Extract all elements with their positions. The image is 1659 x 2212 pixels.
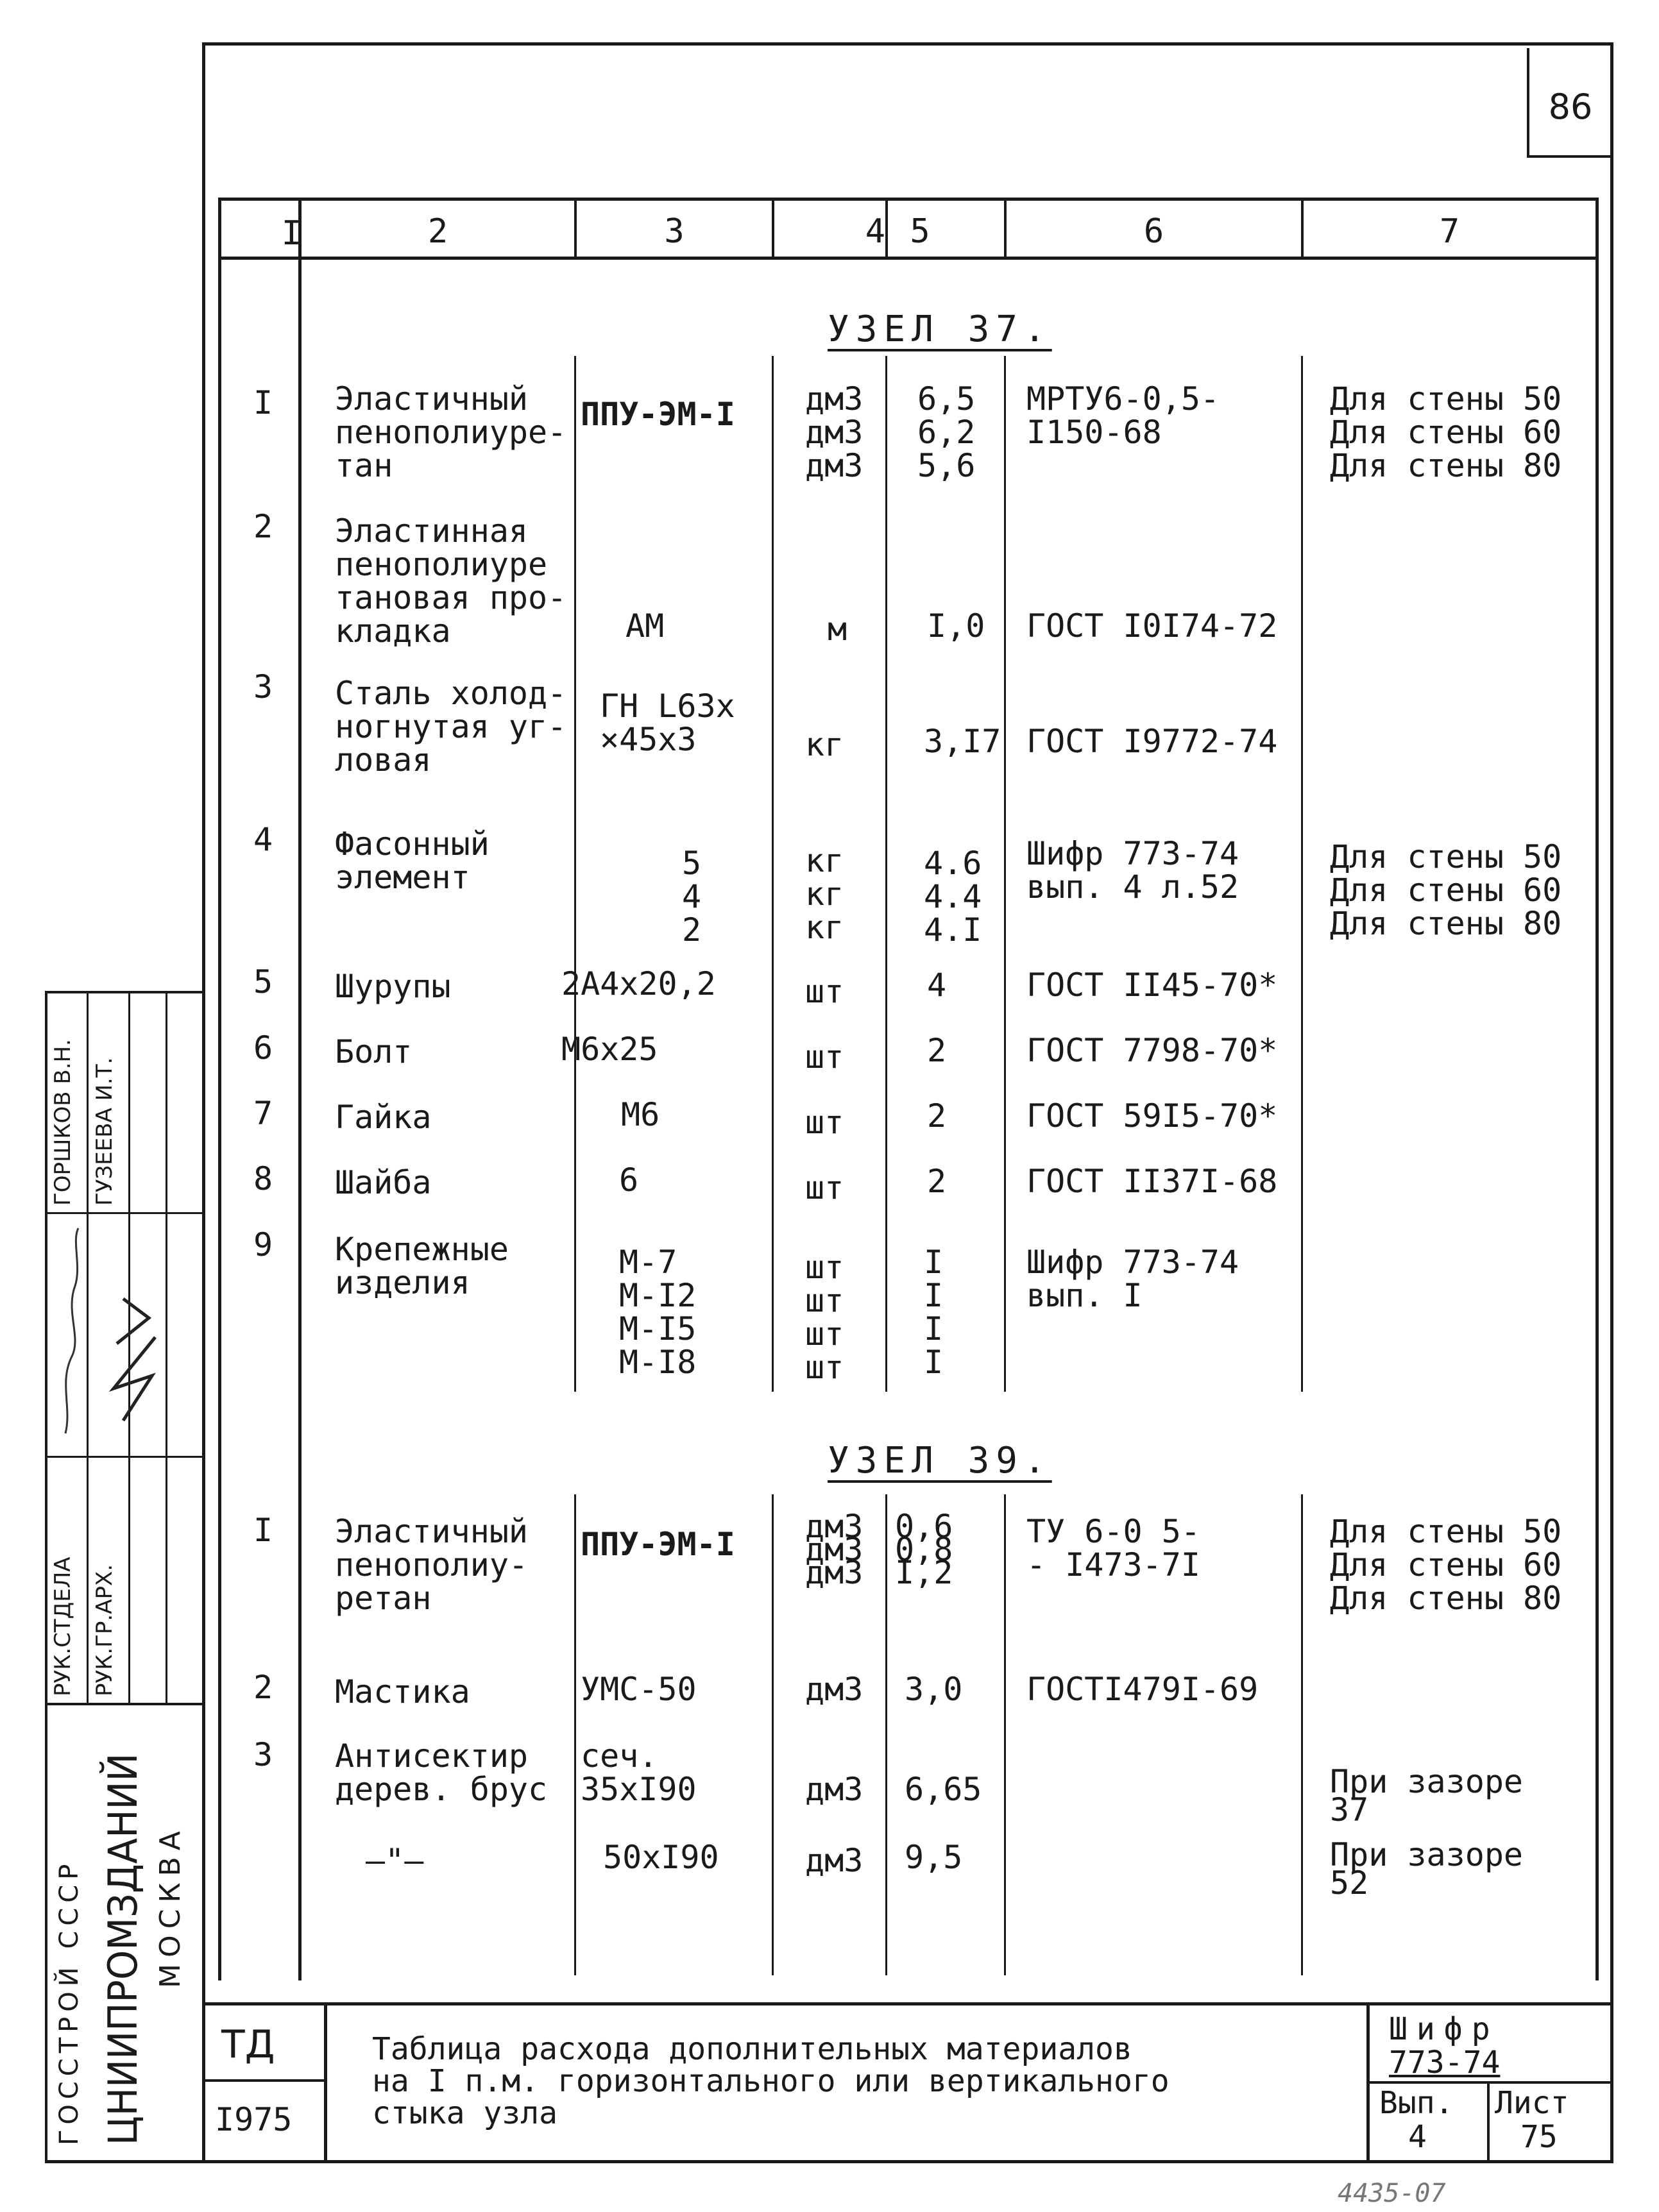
titleblock-top	[202, 2002, 1613, 2005]
stamp-role-1: РУК.СТДЕЛА	[50, 1557, 76, 1696]
titleblock-vyp-label: Вып.	[1379, 2085, 1454, 2121]
s1-r1-note: Для стены 50 Для стены 60 Для стены 80	[1330, 380, 1562, 484]
col-divider-4-s1	[885, 356, 887, 1392]
s2-r4-mark: 50хI90	[603, 1839, 719, 1876]
col-divider-3-s2	[772, 1494, 774, 1975]
s1-r5-qty: 4	[927, 967, 947, 1004]
s1-r1-name: Эластичный пенополиуре- тан	[335, 380, 567, 484]
s1-r2-num: 2	[253, 508, 273, 545]
s1-r4-note: Для стены 50 Для стены 60 Для стены 80	[1330, 838, 1562, 942]
s1-r2-mark: АМ	[625, 607, 665, 645]
s2-r3-note: При зазоре 37	[1330, 1763, 1524, 1828]
s1-r1-unit: дм3 дм3 дм3	[805, 380, 864, 484]
s2-r1-qty: 0,6 0,8 I,2	[895, 1508, 953, 1591]
s1-r2-unit: м	[828, 611, 847, 648]
s2-r2-num: 2	[253, 1669, 273, 1706]
s2-r3-qty: 6,65	[905, 1771, 982, 1808]
s2-r2-name: Мастика	[335, 1673, 470, 1710]
header-col-3: 3	[664, 212, 685, 251]
s1-r7-unit: шт	[805, 1104, 844, 1141]
s1-r6-unit: шт	[805, 1038, 844, 1076]
frame-right	[1610, 42, 1613, 2163]
stamp-row-1	[45, 1212, 205, 1214]
titleblock-list-divider	[1487, 2081, 1490, 2161]
stamp-name-1: ГОРШКОВ В.Н.	[50, 1039, 76, 1206]
s2-r1-unit: дм3 дм3 дм3	[805, 1508, 864, 1591]
titleblock-left-divider	[324, 2002, 327, 2163]
s1-r7-doc: ГОСТ 59I5-70*	[1026, 1097, 1278, 1135]
s1-r5-unit: шт	[805, 973, 844, 1010]
s1-r3-name: Сталь холод- ногнутая уг- ловая	[335, 675, 567, 779]
s1-r8-name: Шайба	[335, 1164, 432, 1201]
titleblock-shifr-line	[1366, 2081, 1613, 2084]
s2-r3-unit: дм3	[805, 1771, 864, 1808]
s1-r3-qty: 3,I7	[924, 723, 1001, 760]
s2-r2-doc: ГОСТI479I-69	[1026, 1671, 1259, 1708]
s2-r4-name: —"—	[366, 1842, 424, 1879]
header-col-7: 7	[1439, 212, 1460, 251]
s1-r6-name: Болт	[335, 1033, 413, 1070]
s1-r4-doc: Шифр 773-74 вып. 4 л.52	[1026, 835, 1239, 906]
page-number-box-left	[1527, 48, 1529, 157]
titleblock-title: Таблица расхода дополнительных материалов на I п.м. горизонтального или вертикального стыка узла	[372, 2031, 1170, 2131]
frame-bottom	[45, 2160, 1613, 2163]
stamp-name-2: ГУЗЕЕВА И.Т.	[92, 1057, 117, 1206]
s1-r8-mark: 6	[619, 1161, 639, 1199]
table-top	[218, 198, 1599, 201]
table-header-bottom	[218, 257, 1599, 260]
s2-r2-unit: дм3	[805, 1671, 864, 1708]
section-title-uzel-39: УЗЕЛ 39.	[828, 1440, 1052, 1482]
frame-top	[202, 42, 1613, 46]
s1-r9-name: Крепежные изделия	[335, 1231, 509, 1301]
footer-mark: 4435-07	[1338, 2179, 1446, 2208]
header-col-4: 4	[865, 212, 885, 251]
s1-r9-qty: I I I I	[924, 1244, 944, 1381]
titleblock-vyp-value: 4	[1408, 2119, 1427, 2155]
s1-r6-doc: ГОСТ 7798-70*	[1026, 1032, 1278, 1069]
s1-r6-num: 6	[253, 1029, 273, 1067]
s1-r7-name: Гайка	[335, 1099, 432, 1136]
s1-r4-mark: 5 4 2	[682, 845, 702, 949]
s1-r9-unit: шт шт шт шт	[805, 1249, 844, 1386]
table-right	[1595, 198, 1599, 1980]
col-divider-3-s1	[772, 356, 774, 1392]
stamp-role-2: РУК.ГР.АРХ.	[92, 1564, 117, 1696]
s2-r2-mark: УМС-50	[581, 1671, 697, 1708]
s1-r6-mark: М6х25	[561, 1031, 658, 1068]
s2-r1-num: I	[253, 1512, 273, 1549]
s2-r1-name: Эластичный пенополиу- ретан	[335, 1513, 529, 1617]
s1-r7-qty: 2	[927, 1097, 947, 1135]
col-divider-1	[298, 198, 302, 1980]
signature-2	[114, 1299, 155, 1421]
section-title-uzel-37: УЗЕЛ 37.	[828, 308, 1052, 350]
s1-r4-unit: кг кг кг	[805, 842, 844, 946]
col-divider-5-s2	[1004, 1494, 1006, 1975]
s1-r1-num: I	[253, 384, 273, 421]
stamp-org-3: МОСКВА	[154, 1825, 187, 1988]
titleblock-year-line	[202, 2079, 327, 2082]
col-divider-5-s1	[1004, 356, 1006, 1392]
s2-r3-name: Антисектир дерев. брус	[335, 1737, 548, 1808]
titleblock-code: ТД	[221, 2022, 275, 2067]
s1-r7-num: 7	[253, 1095, 273, 1132]
s2-r1-note: Для стены 50 Для стены 60 Для стены 80	[1330, 1513, 1562, 1617]
s1-r5-num: 5	[253, 963, 273, 1000]
titleblock-list-label: Лист	[1495, 2085, 1569, 2121]
titleblock-list-value: 75	[1520, 2119, 1558, 2155]
titleblock-shifr-label: Шифр	[1389, 2011, 1499, 2047]
s1-r5-doc: ГОСТ II45-70*	[1026, 967, 1278, 1004]
s1-r3-doc: ГОСТ I9772-74	[1026, 723, 1278, 760]
s1-r1-doc: МРТУ6-0,5- I150-68	[1026, 380, 1220, 451]
table-left	[218, 198, 221, 1980]
header-col-5: 5	[910, 212, 930, 251]
s1-r2-doc: ГОСТ I0I74-72	[1026, 607, 1278, 645]
s1-r6-qty: 2	[927, 1032, 947, 1069]
page-number-box-bottom	[1527, 155, 1613, 158]
titleblock-shifr-value: 773-74	[1389, 2045, 1501, 2081]
s1-r8-num: 8	[253, 1160, 273, 1197]
s1-r4-qty: 4.6 4.4 4.I	[924, 845, 982, 949]
s1-r7-mark: М6	[621, 1096, 660, 1133]
stamp-left	[45, 991, 47, 2161]
col-divider-2-s2	[574, 1494, 576, 1975]
stamp-row-2	[45, 1456, 205, 1458]
col-divider-6-s2	[1301, 1494, 1303, 1975]
s2-r4-qty: 9,5	[905, 1839, 963, 1876]
frame-left	[202, 42, 205, 2163]
s1-r9-doc: Шифр 773-74 вып. I	[1026, 1244, 1239, 1314]
s1-r5-mark: 2А4х20,2	[561, 965, 716, 1002]
titleblock-year: I975	[215, 2101, 293, 2138]
signature-1	[65, 1228, 78, 1433]
s2-r2-qty: 3,0	[905, 1671, 963, 1708]
col-divider-2-s1	[574, 356, 576, 1392]
header-col-6: 6	[1143, 212, 1164, 251]
s1-r1-qty: 6,5 6,2 5,6	[917, 380, 976, 484]
stamp-row-3	[45, 1703, 205, 1705]
s1-r3-num: 3	[253, 668, 273, 705]
s1-r9-num: 9	[253, 1226, 273, 1263]
s1-r5-name: Шурупы	[335, 968, 451, 1005]
header-col-1: I	[281, 214, 302, 253]
stamp-org-1: ГОССТРОЙ СССР	[55, 1859, 84, 2145]
s1-r8-unit: шт	[805, 1169, 844, 1206]
s2-r1-doc: ТУ 6-0 5- - I473-7I	[1026, 1513, 1200, 1583]
s1-r3-mark: ГН L63х ×45х3	[600, 688, 735, 758]
s1-r3-unit: кг	[805, 726, 844, 763]
s2-r3-num: 3	[253, 1736, 273, 1773]
s2-r3-mark: сеч. 35хI90	[581, 1737, 697, 1808]
s1-r9-mark: М-7 М-I2 М-I5 М-I8	[619, 1244, 697, 1381]
s1-r4-name: Фасонный элемент	[335, 825, 489, 896]
stamp-signatures	[46, 1215, 168, 1453]
header-col-2: 2	[427, 212, 448, 251]
col-divider-4-s2	[885, 1494, 887, 1975]
s1-r4-num: 4	[253, 821, 273, 858]
s2-r4-unit: дм3	[805, 1842, 864, 1879]
s1-r8-qty: 2	[927, 1163, 947, 1200]
s2-r1-mark: ППУ-ЭМ-I	[581, 1526, 735, 1563]
s1-r8-doc: ГОСТ II37I-68	[1026, 1163, 1278, 1200]
s2-r4-note: При зазоре 52	[1330, 1836, 1524, 1902]
page-number: 86	[1548, 87, 1593, 127]
stamp-org-2: ЦНИИПРОМЗДАНИЙ	[99, 1753, 146, 2145]
stamp-top	[45, 991, 205, 993]
s1-r1-mark: ППУ-ЭМ-I	[581, 396, 735, 433]
s1-r2-name: Эластинная пенополиуре тановая про- кладка	[335, 512, 567, 650]
s1-r2-qty: I,0	[927, 607, 985, 645]
col-divider-6-s1	[1301, 356, 1303, 1392]
